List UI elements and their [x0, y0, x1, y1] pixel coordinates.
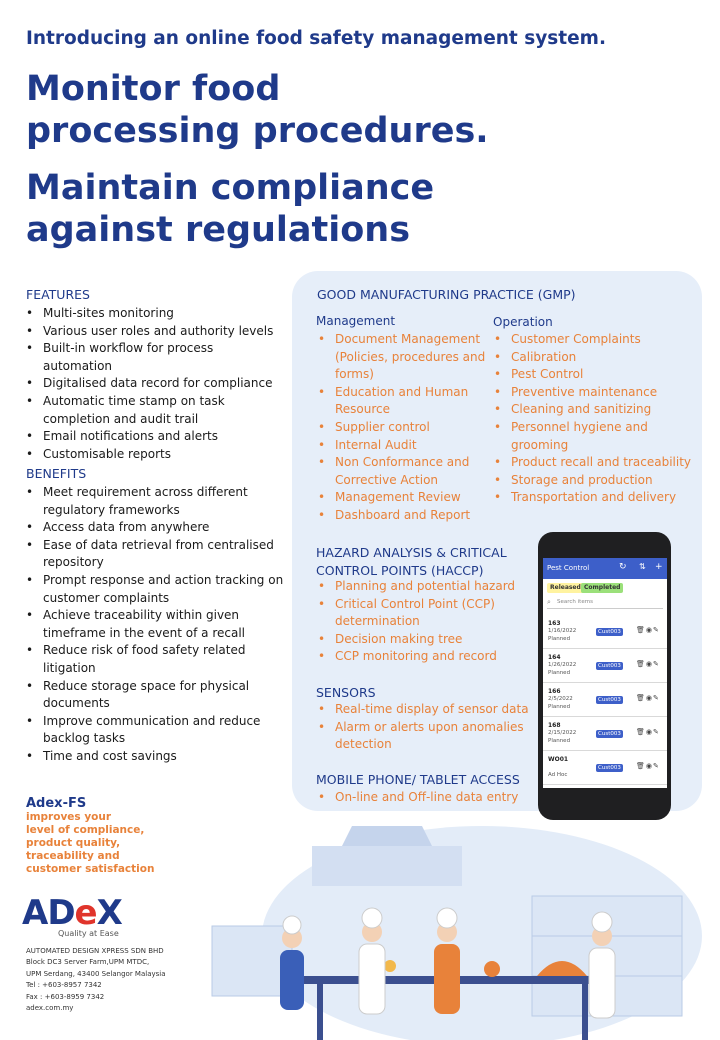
- refresh-icon[interactable]: ↻: [619, 562, 627, 572]
- record-status: Planned: [548, 670, 571, 676]
- gmp-management-item: • Document Management (Policies, procedures and forms): [316, 331, 488, 384]
- gmp-operation-item: • Product recall and traceability: [492, 454, 700, 472]
- gmp-management-item: • Internal Audit: [316, 437, 488, 455]
- search-input[interactable]: Search items: [557, 599, 593, 605]
- improves-line: customer satisfaction: [26, 863, 155, 875]
- headline-monitor-line2: processing procedures.: [26, 111, 489, 151]
- benefit-item: • Ease of data retrieval from centralised repository: [26, 537, 284, 572]
- record-status: Planned: [548, 738, 571, 744]
- record-date: 1/16/2022: [548, 628, 577, 634]
- headline-maintain: [26, 167, 434, 251]
- benefit-item: • Access data from anywhere: [26, 519, 284, 537]
- eye-icon[interactable]: ◉: [645, 694, 653, 702]
- record-date: 2/15/2022: [548, 730, 577, 736]
- gmp-management-list: [316, 331, 488, 525]
- record-date: 2/5/2022: [548, 696, 573, 702]
- benefit-item: • Meet requirement across different regulatory frameworks: [26, 484, 284, 519]
- haccp-item: • Planning and potential hazard: [316, 578, 531, 596]
- trash-icon[interactable]: 🗑: [636, 660, 646, 668]
- trash-icon[interactable]: 🗑: [636, 762, 646, 770]
- features-list: [26, 305, 284, 463]
- edit-icon[interactable]: ✎: [653, 728, 660, 736]
- trash-icon[interactable]: 🗑: [636, 728, 646, 736]
- record-row[interactable]: [543, 718, 667, 751]
- app-title: Pest Control: [547, 564, 590, 572]
- record-actions: [636, 728, 660, 736]
- completed-chip[interactable]: Completed: [581, 583, 623, 593]
- trash-icon[interactable]: 🗑: [636, 626, 646, 634]
- logo-part: X: [96, 893, 122, 933]
- mobile-heading: MOBILE PHONE/ TABLET ACCESS: [316, 772, 520, 787]
- edit-icon[interactable]: ✎: [653, 762, 660, 770]
- improves-line: traceability and: [26, 850, 120, 862]
- sensors-list: [316, 701, 536, 754]
- record-id: 168: [548, 722, 561, 729]
- record-row[interactable]: [543, 684, 667, 717]
- haccp-heading-line1: HAZARD ANALYSIS & CRITICAL: [316, 545, 507, 560]
- gmp-operation-item: • Transportation and delivery: [492, 489, 700, 507]
- feature-item: • Email notifications and alerts: [26, 428, 284, 446]
- record-id: WO01: [548, 756, 569, 763]
- phone-screen: [543, 558, 667, 788]
- adex-logo: [22, 893, 122, 933]
- record-actions: [636, 660, 660, 668]
- haccp-item: • Decision making tree: [316, 631, 531, 649]
- features-heading: FEATURES: [26, 287, 90, 302]
- record-status: Planned: [548, 636, 571, 642]
- search-icon: ⌕: [547, 598, 551, 606]
- gmp-operation-item: • Customer Complaints: [492, 331, 700, 349]
- edit-icon[interactable]: ✎: [653, 660, 660, 668]
- kitchen-illustration: [192, 826, 720, 1040]
- customer-badge: Cust003: [598, 629, 621, 635]
- gmp-operation-item: • Cleaning and sanitizing: [492, 401, 700, 419]
- gmp-heading: GOOD MANUFACTURING PRACTICE (GMP): [317, 287, 576, 302]
- fax-line: Fax : +603-8959 7342: [26, 992, 105, 1001]
- eye-icon[interactable]: ◉: [645, 626, 653, 634]
- address-line: UPM Serdang, 43400 Selangor Malaysia: [26, 969, 166, 978]
- gmp-management-item: • Management Review: [316, 489, 488, 507]
- logo-part: e: [74, 893, 97, 933]
- edit-icon[interactable]: ✎: [653, 626, 660, 634]
- gmp-operation-list: [492, 331, 700, 507]
- gmp-operation-item: • Preventive maintenance: [492, 384, 700, 402]
- gmp-management-item: • Non Conformance and Corrective Action: [316, 454, 488, 489]
- logo-part: AD: [22, 893, 75, 933]
- sensors-item: • Real-time display of sensor data: [316, 701, 536, 719]
- record-date: 1/26/2022: [548, 662, 577, 668]
- improves-text: [26, 811, 196, 876]
- customer-badge: Cust003: [598, 731, 621, 737]
- gmp-operation-item: • Pest Control: [492, 366, 700, 384]
- improves-line: level of compliance,: [26, 824, 145, 836]
- benefit-item: • Achieve traceability within given timeframe in the event of a recall: [26, 607, 284, 642]
- phone-line: Tel : +603-8957 7342: [26, 981, 102, 990]
- improves-line: product quality,: [26, 837, 121, 849]
- gmp-operation-item: • Calibration: [492, 349, 700, 367]
- record-row[interactable]: [543, 650, 667, 683]
- customer-badge: Cust003: [598, 765, 621, 771]
- benefits-list: [26, 484, 284, 766]
- address-line: Block DC3 Server Farm,UPM MTDC,: [26, 958, 150, 967]
- improves-line: improves your: [26, 811, 112, 823]
- feature-item: • Automatic time stamp on task completion and audit trail: [26, 393, 284, 428]
- eye-icon[interactable]: ◉: [645, 728, 653, 736]
- company-name: AUTOMATED DESIGN XPRESS SDN BHD: [26, 947, 164, 955]
- gmp-management-item: • Dashboard and Report: [316, 507, 488, 525]
- sensors-item: • Alarm or alerts upon anomalies detection: [316, 719, 536, 754]
- record-status: Ad Hoc: [548, 772, 568, 778]
- sort-icon[interactable]: ⇅: [639, 562, 646, 571]
- haccp-item: • CCP monitoring and record: [316, 648, 531, 666]
- benefits-heading: BENEFITS: [26, 466, 87, 481]
- add-icon[interactable]: +: [655, 562, 663, 572]
- benefit-item: • Time and cost savings: [26, 748, 284, 766]
- haccp-list: [316, 578, 531, 666]
- headline-monitor: [26, 68, 489, 152]
- record-status: Planned: [548, 704, 571, 710]
- app-bar: [543, 558, 667, 579]
- customer-badge: Cust003: [598, 697, 621, 703]
- record-row[interactable]: [543, 752, 667, 785]
- headline-maintain-line1: Maintain compliance: [26, 168, 435, 208]
- record-id: 166: [548, 688, 561, 695]
- gmp-management-heading: Management: [316, 314, 396, 328]
- sensors-heading: SENSORS: [316, 685, 376, 700]
- record-actions: [636, 626, 660, 634]
- record-id: 163: [548, 620, 561, 627]
- trash-icon[interactable]: 🗑: [636, 694, 646, 702]
- feature-item: • Customisable reports: [26, 446, 284, 464]
- record-row[interactable]: [543, 616, 667, 649]
- feature-item: • Digitalised data record for compliance: [26, 375, 284, 393]
- record-actions: [636, 694, 660, 702]
- released-chip[interactable]: Released: [547, 583, 584, 593]
- customer-badge: Cust003: [598, 663, 621, 669]
- eye-icon[interactable]: ◉: [645, 762, 653, 770]
- benefit-item: • Reduce storage space for physical documents: [26, 678, 284, 713]
- headline-monitor-line1: Monitor food: [26, 69, 281, 109]
- gmp-operation-item: • Personnel hygiene and grooming: [492, 419, 700, 454]
- haccp-item: • Critical Control Point (CCP) determination: [316, 596, 531, 631]
- website-link[interactable]: adex.com.my: [26, 1004, 74, 1013]
- search-row[interactable]: [547, 598, 663, 609]
- headline-maintain-line2: against regulations: [26, 210, 411, 250]
- benefit-item: • Prompt response and action tracking on customer complaints: [26, 572, 284, 607]
- feature-item: • Various user roles and authority levels: [26, 323, 284, 341]
- gmp-management-item: • Supplier control: [316, 419, 488, 437]
- logo-tagline: Quality at Ease: [58, 929, 119, 938]
- benefit-item: • Reduce risk of food safety related litigation: [26, 642, 284, 677]
- feature-item: • Built-in workflow for process automation: [26, 340, 284, 375]
- haccp-heading: [316, 544, 507, 579]
- intro-line: Introducing an online food safety management system.: [26, 28, 606, 49]
- gmp-operation-item: • Storage and production: [492, 472, 700, 490]
- eye-icon[interactable]: ◉: [645, 660, 653, 668]
- record-id: 164: [548, 654, 561, 661]
- edit-icon[interactable]: ✎: [653, 694, 660, 702]
- haccp-heading-line2: CONTROL POINTS (HACCP): [316, 562, 484, 578]
- benefit-item: • Improve communication and reduce backlog tasks: [26, 713, 284, 748]
- record-actions: [636, 762, 660, 770]
- company-contact: [26, 946, 166, 1014]
- product-name: Adex-FS: [26, 796, 87, 811]
- feature-item: • Multi-sites monitoring: [26, 305, 284, 323]
- mobile-item: • On-line and Off-line data entry: [316, 789, 576, 807]
- gmp-operation-heading: Operation: [493, 315, 553, 329]
- mobile-list: [316, 789, 576, 807]
- gmp-management-item: • Education and Human Resource: [316, 384, 488, 419]
